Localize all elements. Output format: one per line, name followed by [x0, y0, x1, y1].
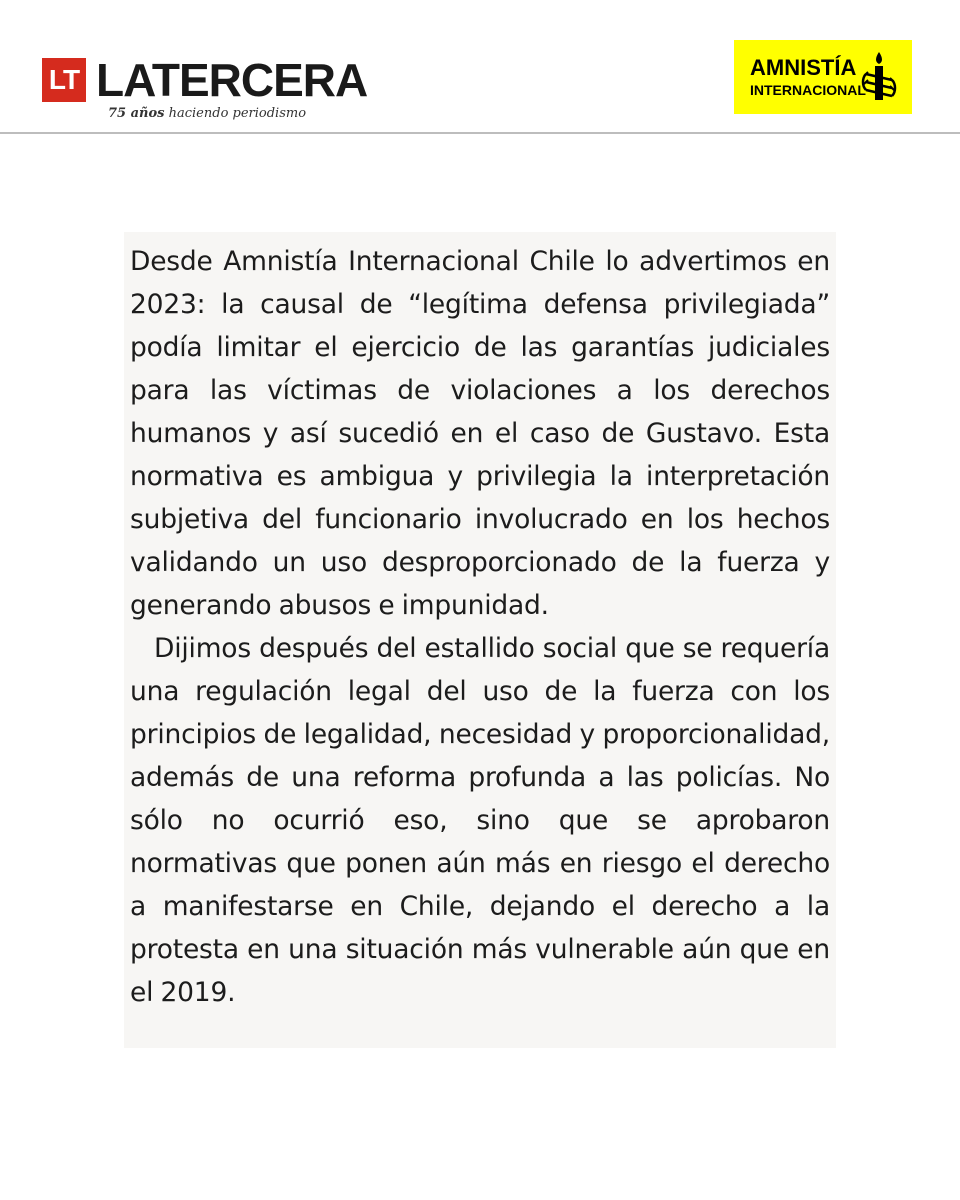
amnistia-line2: INTERNACIONAL: [750, 82, 866, 98]
article-body: [130, 240, 830, 1014]
article-clipping: [124, 232, 836, 1048]
la-tercera-logo: [42, 54, 368, 106]
amnistia-logo: [734, 40, 912, 114]
header-divider: [0, 132, 960, 134]
article-paragraph-2: Dijimos después del estallido social que se requería una regulación legal del uso de la fuerza con los principios de legalidad, necesidad y proporcionalidad, además de una reforma profunda a las policías. No sólo no ocurrió eso, sino que se aprobaron normativas que ponen aún más en riesgo el derecho a manifestarse en Chile, dejando el derecho a la protesta en una situación más vulnerable aún que en el 2019.: [130, 633, 830, 1008]
amnistia-wordmark: [750, 57, 866, 97]
lt-tagline-bold: 75 años: [108, 106, 165, 121]
lt-tagline: [108, 106, 306, 121]
lt-tagline-rest: haciendo periodismo: [164, 106, 307, 121]
amnistia-line1: AMNISTÍA: [750, 55, 857, 80]
candle-barbed-wire-icon: [860, 50, 898, 104]
lt-name: LATERCERA: [96, 54, 368, 106]
lt-badge: LT: [42, 58, 86, 102]
article-paragraph-1: Desde Amnistía Internacional Chile lo advertimos en 2023: la causal de “legítima defensa privilegiada” podía limitar el ejercicio de las garantías judiciales para las víctimas de violaciones a los derechos humanos y así sucedió en el caso de Gustavo. Esta normativa es ambigua y privilegia la interpretación subjetiva del funcionario involucrado en los hechos validando un uso desproporcionado de la fuerza y generando abusos e impunidad.: [130, 246, 830, 621]
header: [0, 0, 960, 134]
